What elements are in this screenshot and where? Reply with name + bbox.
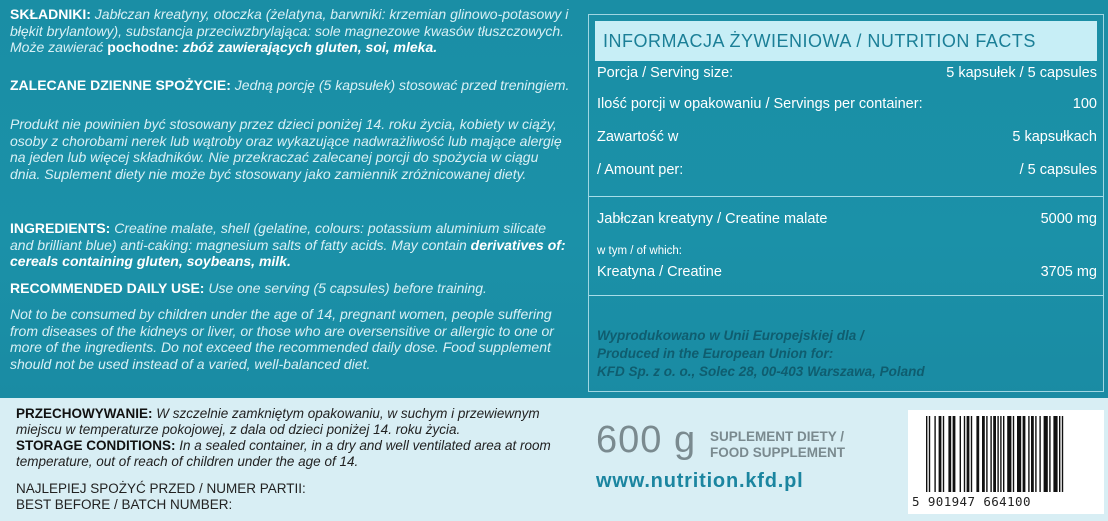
daily-dose-pl-text: Jedną porcję (5 kapsułek) stosować przed treningiem.: [230, 77, 570, 93]
barcode-bar: [929, 416, 930, 492]
barcode-bar: [934, 416, 935, 492]
creatine-malate-row: [597, 211, 1097, 233]
daily-dose-en: [10, 280, 570, 297]
storage-en: [16, 438, 576, 470]
barcode-bar: [1028, 416, 1029, 492]
best-before-pl: NAJLEPIEJ SPOŻYĆ PRZED / NUMER PARTII:: [16, 481, 306, 496]
amount-per-row-pl: [597, 129, 1097, 151]
amount-per-value-en: / 5 capsules: [1019, 162, 1097, 178]
barcode-bar: [953, 416, 956, 492]
barcode-bar: [971, 416, 972, 492]
barcode-bar: [997, 416, 998, 492]
barcode-bar: [982, 416, 985, 492]
manufacturer-line-en: Produced in the European Union for:: [597, 346, 834, 361]
storage-pl: [16, 406, 576, 438]
label-bottom-panel: [0, 398, 1108, 521]
barcode-bar: [1017, 416, 1021, 492]
best-before-en: BEST BEFORE / BATCH NUMBER:: [16, 497, 233, 512]
amount-per-row-en: [597, 162, 1097, 184]
barcode-bar: [976, 416, 979, 492]
daily-dose-en-label: RECOMMENDED DAILY USE:: [10, 280, 205, 296]
creatine-row: [597, 264, 1097, 286]
barcode-bar: [964, 416, 965, 492]
ingredients-en-text: Creatine malate, shell (gelatine, colours: potassium aluminium silicate and brilliant blue) anti-caking: magnesium salts of fatty acids. May contain: [10, 220, 547, 253]
barcode-bar: [1003, 416, 1004, 492]
ingredients-en: [10, 220, 570, 270]
barcode-bar: [960, 416, 961, 492]
creatine-malate-label: Jabłczan kreatyny / Creatine malate: [597, 211, 828, 227]
ingredients-pl-text: Jabłczan kreatyny, otoczka (żelatyna, barwniki: krzemian glinowo-potasowy i błękit brylantowy), substancja przeciwzbrylająca: sole magnezowe kwasów tłuszczowych. Może zawierać: [10, 6, 569, 55]
barcode-bar: [1023, 416, 1026, 492]
barcode-bar: [1035, 416, 1036, 492]
nutrition-facts-header: [595, 21, 1097, 61]
nutrition-divider: [589, 196, 1103, 197]
barcode-bar: [939, 416, 942, 492]
ingredients-en-label: INGREDIENTS:: [10, 220, 111, 236]
supplement-type: [710, 429, 845, 461]
serving-size-label: Porcja / Serving size:: [597, 65, 734, 81]
barcode-bar: [1062, 416, 1063, 492]
servings-per-container-row: [597, 96, 1097, 118]
barcode-bar: [990, 416, 991, 492]
serving-size-value: 5 kapsułek / 5 capsules: [946, 65, 1097, 81]
barcode-bar: [1039, 416, 1040, 492]
supplement-type-en: FOOD SUPPLEMENT: [710, 445, 846, 460]
barcode-bar: [986, 416, 987, 492]
allergens-pl-label: pochodne:: [107, 39, 183, 55]
barcode-bar: [1059, 416, 1060, 492]
nutrition-divider: [589, 295, 1103, 296]
serving-size-row: [597, 65, 1097, 87]
warning-pl: Produkt nie powinien być stosowany przez dzieci poniżej 14. roku życia, kobiety w ciąży, osoby z chorobami nerek lub wątroby oraz wykazujące nadwrażliwość lub mające alergię na jeden lub więcej składników. Nie przekraczać zalecanej porcji do spożycia w ciągu dnia. Suplement diety nie może być stosowany jako zamiennik zróżnicowanej diety.: [10, 116, 562, 182]
barcode-bar: [1049, 416, 1050, 492]
barcode-bar: [1031, 416, 1034, 492]
amount-per-label-en: / Amount per:: [597, 162, 684, 178]
creatine-malate-value: 5000 mg: [1040, 211, 1097, 227]
website-url: www.nutrition.kfd.pl: [596, 470, 804, 492]
net-weight: 600 g: [596, 419, 697, 461]
barcode-number: 5 901947 664100: [912, 494, 1031, 509]
barcode-bar: [967, 416, 970, 492]
barcode-bar: [1053, 416, 1057, 492]
barcode-bar: [926, 416, 927, 492]
storage-en-label: STORAGE CONDITIONS:: [16, 438, 176, 453]
warning-en: Not to be consumed by children under the age of 14, pregnant women, people suffering from diseases of the kidneys or liver, or those who are oversensitive or allergic to one or more of the ingredients. Do not exceed the recommended daily dose. Food supplement should not be used instead of a varied, well-balanced diet.: [10, 306, 554, 372]
storage-en-text: In a sealed container, in a dry and well ventilated area at room temperature, out of reach of children under the age of 14.: [16, 438, 551, 469]
barcode-bar: [1007, 416, 1011, 492]
allergens-en-text: derivatives of: cereals containing gluten, soybeans, milk.: [10, 236, 566, 269]
creatine-value: 3705 mg: [1040, 264, 1097, 280]
ingredients-pl-label: SKŁADNIKI:: [10, 6, 91, 22]
manufacturer-info: [597, 327, 1097, 381]
daily-dose-pl: [10, 77, 570, 94]
servings-per-container-value: 100: [1072, 96, 1097, 112]
storage-pl-text: W szczelnie zamkniętym opakowaniu, w suchym i przewiewnym miejscu w temperaturze pokojowej, z dala od dzieci poniżej 14. roku życia.: [16, 406, 540, 437]
ingredients-pl: [10, 6, 570, 56]
supplement-type-pl: SUPLEMENT DIETY /: [710, 429, 845, 444]
amount-per-label-pl: Zawartość w: [597, 129, 679, 145]
barcode-bar: [943, 416, 944, 492]
barcode-bar: [1000, 416, 1001, 492]
servings-per-container-label: Ilość porcji w opakowaniu / Servings per container:: [597, 96, 923, 112]
allergens-pl-text: zbóż zawierających gluten, soi, mleka.: [182, 39, 438, 55]
nutrition-facts-title: INFORMACJA ŻYWIENIOWA / NUTRITION FACTS: [603, 31, 1036, 51]
manufacturer-line-pl: Wyprodukowano w Unii Europejskiej dla /: [597, 328, 864, 343]
barcode-bar: [948, 416, 951, 492]
manufacturer-address: KFD Sp. z o. o., Solec 28, 00-403 Warszawa, Poland: [597, 364, 925, 379]
barcode-bar: [1044, 416, 1048, 492]
storage-pl-label: PRZECHOWYWANIE:: [16, 406, 153, 421]
amount-per-value-pl: 5 kapsułkach: [1012, 129, 1097, 145]
barcode: [908, 410, 1104, 514]
barcode-bar: [993, 416, 996, 492]
barcode-bars: [916, 416, 1098, 492]
barcode-bar: [1013, 416, 1014, 492]
daily-dose-en-text: Use one serving (5 capsules) before training.: [204, 280, 487, 296]
daily-dose-pl-label: ZALECANE DZIENNE SPOŻYCIE:: [10, 77, 231, 93]
creatine-label: Kreatyna / Creatine: [597, 264, 722, 280]
of-which-label: w tym / of which:: [597, 245, 682, 257]
nutrition-facts-panel: [588, 14, 1104, 392]
